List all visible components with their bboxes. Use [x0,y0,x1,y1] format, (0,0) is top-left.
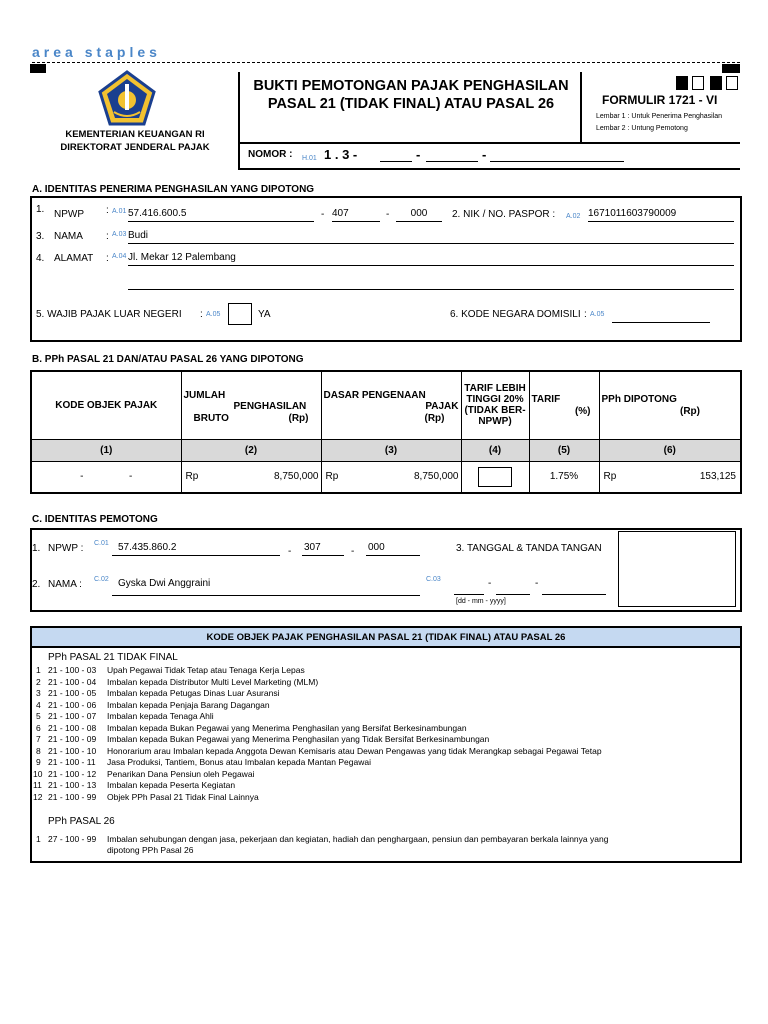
col-header-pph: PPh DIPOTONG (Rp) [599,371,741,439]
withholder-npwp-part-3[interactable]: 000 [366,542,420,556]
reference-title: KODE OBJEK PAJAK PENGHASILAN PASAL 21 (TIDAK FINAL) ATAU PASAL 26 [32,628,740,648]
brand-watermark: area staples [32,44,161,60]
nomor-code: H.01 [302,155,317,162]
pph-data-row [31,461,741,493]
foreign-taxpayer-checkbox[interactable] [228,303,252,325]
col-header-kode: KODE OBJEK PAJAK [31,371,181,439]
section-b-title: B. PPh PASAL 21 DAN/ATAU PASAL 26 YANG DIPOTONG [32,354,304,365]
ministry-emblem-icon [96,70,158,126]
recipient-address-label: ALAMAT [54,253,94,264]
reference-item-number: 11 [33,780,42,790]
reference-item-number: 2 [36,676,41,687]
withholder-npwp-label: NPWP : [48,543,84,554]
recipient-npwp-label: NPWP [54,209,84,220]
date-format-hint: [dd - mm - yyyy] [456,598,506,605]
nik-label: 2. NIK / NO. PASPOR : [452,209,556,220]
form-id-square-3 [710,76,722,90]
cell-tarif[interactable]: 1.75% [529,461,599,493]
form-id-square-4 [726,76,738,90]
signature-box[interactable] [618,531,736,607]
country-code-input[interactable] [612,322,710,323]
reference-item-number: 7 [36,734,41,744]
reference-item-code: 21 - 100 - 07 [48,711,97,721]
ministry-name: KEMENTERIAN KEUANGAN RI DIREKTORAT JENDERAL PAJAK [60,129,210,153]
withholder-npwp-part-1[interactable]: 57.435.860.2 [112,542,280,556]
reference-item-code: 21 - 100 - 11 [48,757,96,767]
country-code-label: 6. KODE NEGARA DOMISILI [450,309,581,320]
col-header-bruto: JUMLAH PENGHASILAN BRUTO (Rp) [181,371,321,439]
form-id-square-2 [692,76,704,90]
recipient-name-input[interactable]: Budi [128,230,734,244]
reference-item-desc: Imbalan kepada Bukan Pegawai yang Menerima Penghasilan yang Bersifat Berkesinambungan [107,722,467,733]
date-day-input[interactable] [454,594,484,595]
reference-code-pasal26: 27 - 100 - 99 [48,834,97,844]
col-header-dpp: DASAR PENGENAAN PAJAK (Rp) [321,371,461,439]
reference-group-pasal26: PPh PASAL 26 [48,816,115,827]
section-c-title: C. IDENTITAS PEMOTONG [32,514,158,525]
nomor-label: NOMOR : [248,149,293,160]
foreign-taxpayer-ya: YA [258,309,271,320]
reference-item-code: 21 - 100 - 08 [48,722,97,733]
reference-item-number: 3 [36,688,41,698]
nomor-prefix: 1 . 3 - [324,147,358,162]
pph-table: KODE OBJEK PAJAK JUMLAH PENGHASILAN BRUTO (Rp) DASAR PENGENAAN PAJAK (Rp) TARIF LEBIH TINGGI 20% (TIDAK BER- NPWP) TARIF (%) PPh DIPOTONG (Rp) (1) (2) (3) (4) (5) (6) - - Rp 8,750,000 Rp 8,750,000 1.75% Rp 153,125 [30,370,742,494]
reference-item-code: 21 - 100 - 06 [48,699,97,710]
reference-item-code: 21 - 100 - 05 [48,688,97,698]
recipient-npwp-part-2[interactable]: 407 [332,208,380,222]
reference-item-number: 12 [33,791,43,802]
date-year-input[interactable] [542,594,606,595]
reference-item-desc: Penarikan Dana Pensiun oleh Pegawai [107,768,255,779]
recipient-name-label: NAMA [54,231,83,242]
reference-item-number: 6 [36,722,41,733]
recipient-npwp-part-1[interactable]: 57.416.600.5 [128,208,314,222]
withholder-name-label: NAMA : [48,579,82,590]
sheet-2-note: Lembar 2 : Untung Pemotong [596,125,688,132]
reference-item-desc: Upah Pegawai Tidak Tetap atau Tenaga Kerja Lepas [107,665,305,675]
reference-item-desc: Imbalan kepada Distributor Multi Level Marketing (MLM) [107,676,319,687]
cell-bruto[interactable]: Rp 8,750,000 [181,461,321,493]
nomor-field-3[interactable] [490,161,624,162]
reference-item-number: 9 [36,757,41,767]
cell-higher-rate [461,461,529,493]
cell-pph[interactable]: Rp 153,125 [599,461,741,493]
reference-item-code: 21 - 100 - 13 [48,780,97,790]
reference-item-desc: Objek PPh Pasal 21 Tidak Final Lainnya [107,791,259,802]
withholder-name-input[interactable]: Gyska Dwi Anggraini [112,578,420,596]
nomor-field-1[interactable] [380,161,412,162]
sheet-1-note: Lembar 1 : Untuk Penerima Penghasilan [596,113,723,120]
reference-item-desc: Imbalan kepada Tenaga Ahli [107,711,214,721]
date-month-input[interactable] [496,594,530,595]
reference-item-code: 21 - 100 - 10 [48,745,97,756]
cell-kode[interactable]: - - [31,461,181,493]
reference-item-desc: Jasa Produksi, Tantiem, Bonus atau Imbalan kepada Mantan Pegawai [107,757,371,767]
withholder-npwp-part-2[interactable]: 307 [302,542,344,556]
recipient-address-input[interactable]: Jl. Mekar 12 Palembang [128,252,734,266]
reference-item-number: 1 [36,665,41,675]
reference-item-number: 5 [36,711,41,721]
reference-item-number: 4 [36,699,41,710]
reference-item-number: 8 [36,745,41,756]
col-header-tarif: TARIF (%) [529,371,599,439]
reference-item-desc: Honorarium arau Imbalan kepada Anggota Dewan Kemisaris atau Dewan Pengawas yang tidak Merangkap sebagai Pegawai Tetap [107,745,602,756]
section-a-title: A. IDENTITAS PENERIMA PENGHASILAN YANG DIPOTONG [32,184,315,195]
form-title: BUKTI PEMOTONGAN PAJAK PENGHASILAN PASAL 21 (TIDAK FINAL) ATAU PASAL 26 [253,78,569,112]
recipient-npwp-part-3[interactable]: 000 [396,208,442,222]
reference-item-desc: Imbalan kepada Penjaja Barang Dagangan [107,699,270,710]
reference-item-code: 21 - 100 - 03 [48,665,97,675]
recipient-address-line-2[interactable] [128,289,734,290]
higher-rate-checkbox[interactable] [478,467,512,487]
reference-item-desc: Imbalan kepada Peserta Kegiatan [107,780,236,790]
form-id-square-1 [676,76,688,90]
cut-line [32,62,740,63]
date-signature-label: 3. TANGGAL & TANDA TANGAN [456,543,602,554]
reference-item-code: 21 - 100 - 99 [48,791,97,802]
reference-item-code: 21 - 100 - 12 [48,768,97,779]
nik-input[interactable]: 1671011603790009 [588,208,734,222]
reference-desc-pasal26: Imbalan sehubungan dengan jasa, pekerjaan dan kegiatan, hadiah dan penghargaan, pensiun dan pembayaran berkala lainnya yang [107,834,609,844]
foreign-taxpayer-label: 5. WAJIB PAJAK LUAR NEGERI [36,309,182,320]
reference-item-code: 21 - 100 - 09 [48,734,97,744]
form-number: FORMULIR 1721 - VI [602,93,718,107]
col-header-higher-rate: TARIF LEBIH TINGGI 20% (TIDAK BER- NPWP) [461,371,529,439]
reference-group-pasal21: PPh PASAL 21 TIDAK FINAL [48,652,178,663]
nomor-field-2[interactable] [426,161,478,162]
reference-item-desc: Imbalan kepada Petugas Dinas Luar Asuransi [107,688,280,698]
reference-item-code: 21 - 100 - 04 [48,676,97,687]
reference-item-number: 10 [33,768,43,779]
reference-item-desc: Imbalan kepada Bukan Pegawai yang Menerima Penghasilan yang Tidak Bersifat Berkesinambungan [107,734,490,744]
cell-dpp[interactable]: Rp 8,750,000 [321,461,461,493]
